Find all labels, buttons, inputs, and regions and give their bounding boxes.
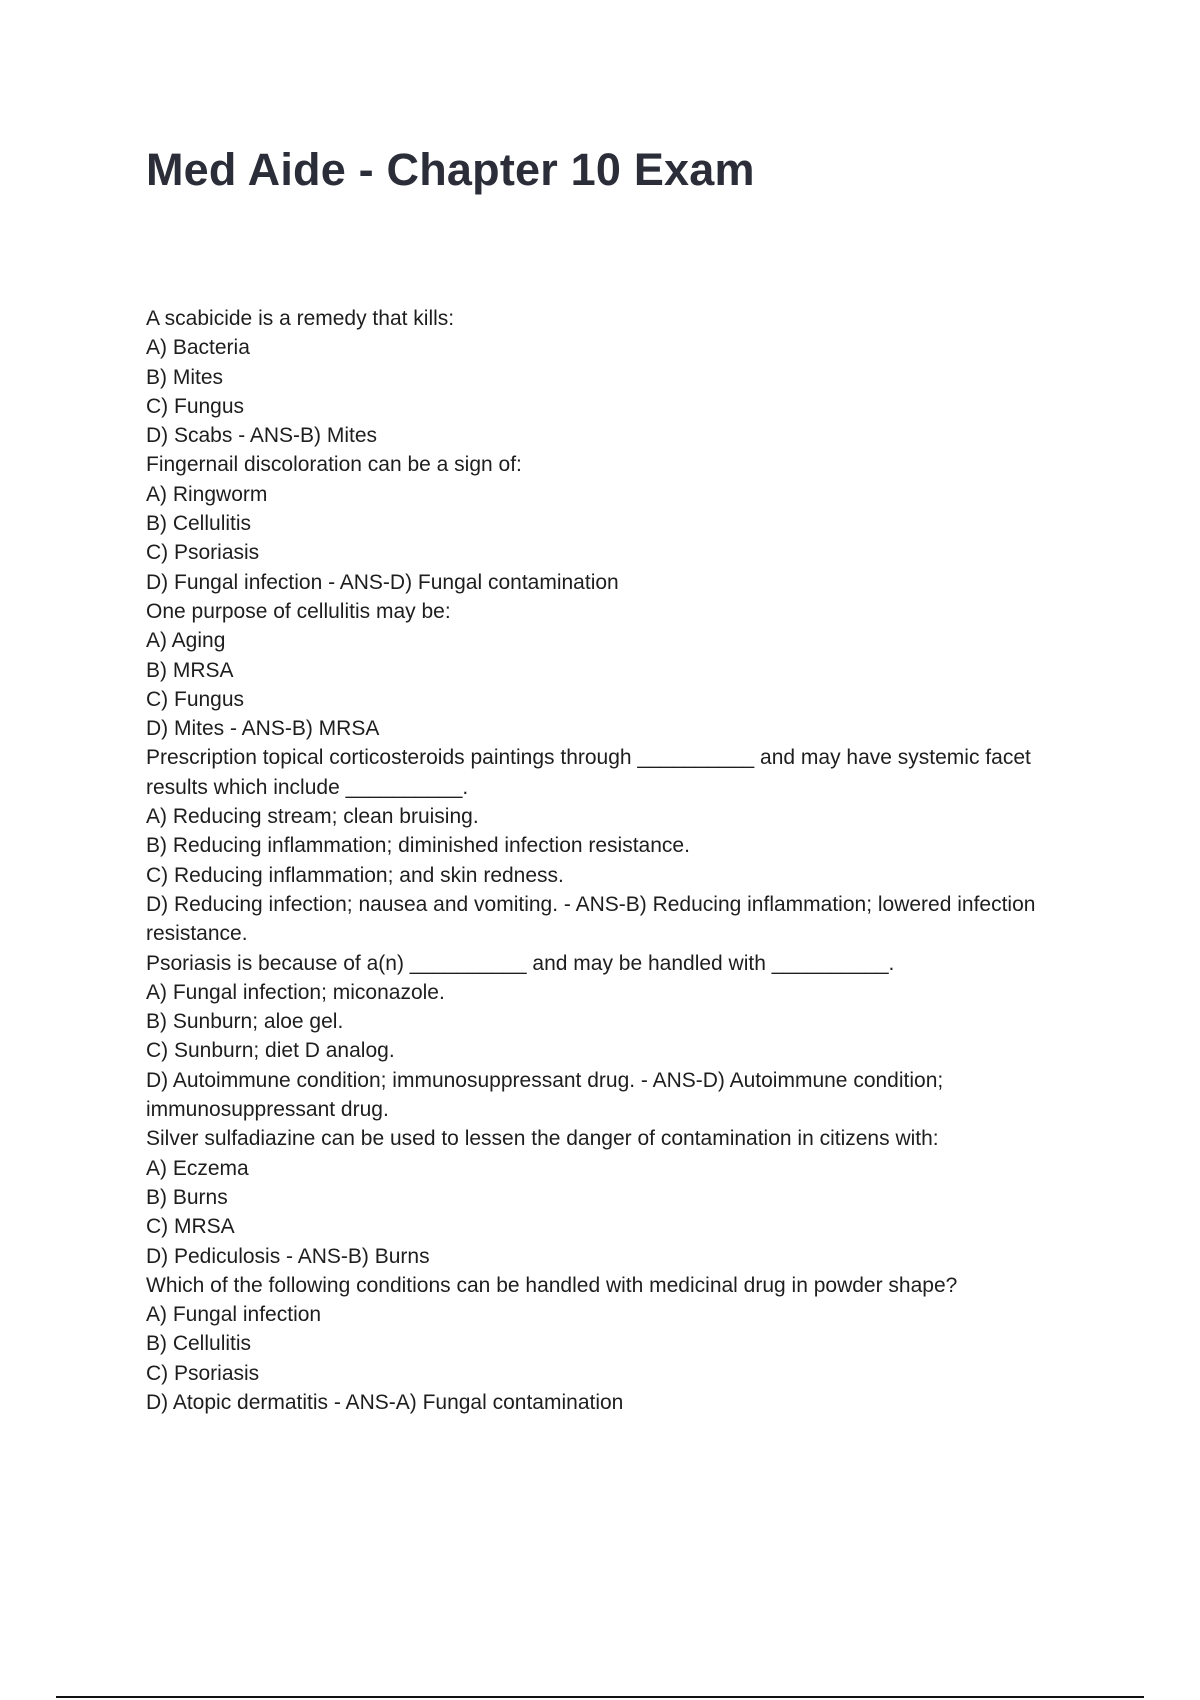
answer-option-with-key: D) Mites - ANS-B) MRSA xyxy=(146,717,380,741)
answer-option: C) Fungus xyxy=(146,687,245,711)
answer-option: B) Cellulitis xyxy=(146,1332,252,1356)
answer-option: A) Fungal infection; miconazole. xyxy=(146,980,445,1004)
answer-option: C) Psoriasis xyxy=(146,1361,260,1385)
answer-option-with-key: D) Reducing infection; nausea and vomiting. - ANS-B) Reducing inflammation; lowered infection resistance. xyxy=(146,892,1042,946)
answer-option: B) Sunburn; aloe gel. xyxy=(146,1010,344,1034)
answer-option: B) Burns xyxy=(146,1185,228,1209)
answer-option-with-key: D) Scabs - ANS-B) Mites xyxy=(146,424,378,448)
page-title: Med Aide - Chapter 10 Exam xyxy=(146,144,755,195)
answer-option: B) MRSA xyxy=(146,658,234,682)
answer-option: B) Mites xyxy=(146,365,224,389)
answer-option: A) Fungal infection xyxy=(146,1303,322,1327)
footer-divider xyxy=(56,1696,1144,1698)
answer-option: B) Cellulitis xyxy=(146,512,252,536)
answer-option: A) Eczema xyxy=(146,1156,249,1180)
exam-content xyxy=(146,304,1096,1417)
question-text: Prescription topical corticosteroids paintings through __________ and may have systemic facet results which include __________. xyxy=(146,746,1037,799)
question-text: A scabicide is a remedy that kills: xyxy=(146,307,455,330)
answer-option: C) Reducing inflammation; and skin redness. xyxy=(146,863,564,887)
answer-option: C) Psoriasis xyxy=(146,541,260,565)
answer-option-with-key: D) Autoimmune condition; immunosuppressant drug. - ANS-D) Autoimmune condition; immunosuppressant drug. xyxy=(146,1068,950,1122)
question-text: Fingernail discoloration can be a sign of: xyxy=(146,453,522,477)
answer-option: A) Aging xyxy=(146,629,226,653)
answer-option: A) Ringworm xyxy=(146,482,268,506)
answer-option: A) Bacteria xyxy=(146,336,250,360)
answer-option-with-key: D) Atopic dermatitis - ANS-A) Fungal contamination xyxy=(146,1390,624,1414)
answer-option: C) Sunburn; diet D analog. xyxy=(146,1039,395,1063)
answer-option: A) Reducing stream; clean bruising. xyxy=(146,805,479,829)
answer-option-with-key: D) Pediculosis - ANS-B) Burns xyxy=(146,1244,430,1268)
answer-option: C) Fungus xyxy=(146,394,245,418)
question-text: One purpose of cellulitis may be: xyxy=(146,599,451,623)
question-text: Psoriasis is because of a(n) __________ and may be handled with __________. xyxy=(146,951,895,975)
question-text: Silver sulfadiazine can be used to lessen the danger of contamination in citizens with: xyxy=(146,1127,939,1151)
question-text: Which of the following conditions can be handled with medicinal drug in powder shape? xyxy=(146,1273,958,1297)
answer-option-with-key: D) Fungal infection - ANS-D) Fungal contamination xyxy=(146,570,619,594)
answer-option: B) Reducing inflammation; diminished infection resistance. xyxy=(146,834,690,858)
answer-option: C) MRSA xyxy=(146,1215,235,1239)
